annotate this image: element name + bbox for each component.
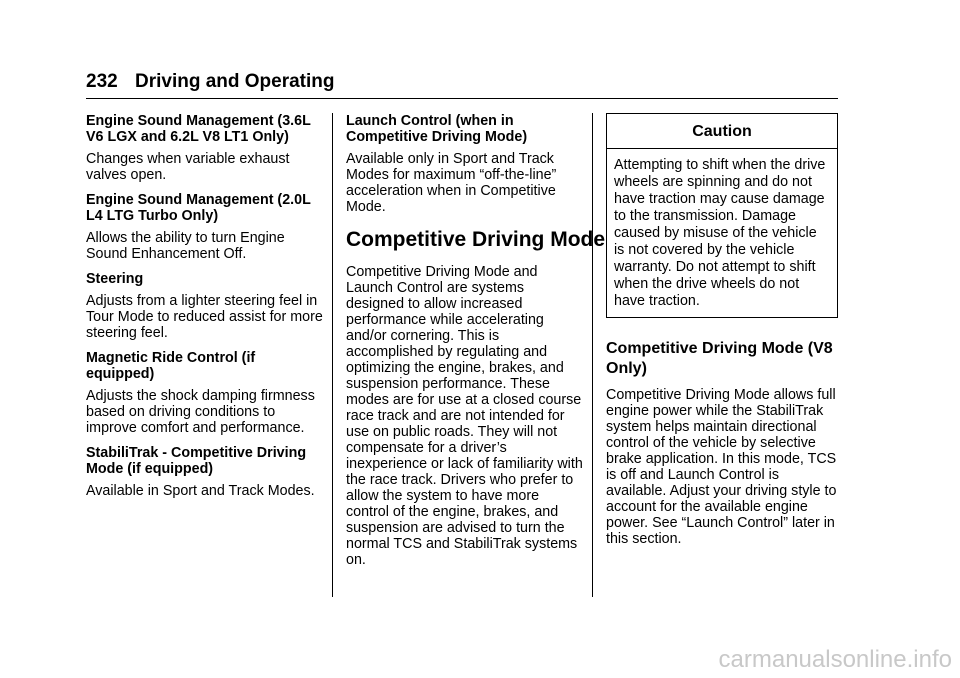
caution-box (606, 113, 838, 318)
paragraph-competitive-driving-mode: Competitive Driving Mode and Launch Control are systems designed to allow increased performance while accelerating and/or cornering. This is accomplished by regulating and optimizing the engine, brakes, and suspension performance. These modes are for use at a closed course race track and are not intended for use on public roads. They will not compensate for a driver’s inexperience or lack of familiarity with the race track. Drivers who prefer to allow the system to have more control of the engine, brakes, and suspension are advised to turn the normal TCS and StabiliTrak systems on. (346, 264, 583, 568)
header-divider (86, 98, 838, 99)
watermark: carmanualsonline.info (718, 646, 952, 673)
column-divider-2 (592, 113, 593, 597)
heading-competitive-driving-mode: Competitive Driving Mode (346, 228, 606, 251)
heading-competitive-driving-mode-v8: Competitive Driving Mode (V8 Only) (606, 340, 833, 377)
paragraph-competitive-driving-mode-v8: Competitive Driving Mode allows full engine power while the StabiliTrak system helps maintain directional control of the vehicle by selective brake application. In this mode, TCS is off and Launch Control is available. Adjust your driving style to account for the available engine power. See “Launch Control” later in this section. (606, 387, 837, 547)
paragraph-exhaust-valves: Changes when variable exhaust valves open. (86, 151, 290, 183)
paragraph-magnetic-ride: Adjusts the shock damping firmness based on driving conditions to improve comfort and performance. (86, 388, 315, 436)
caution-text: Attempting to shift when the drive wheels are spinning and do not have traction may cause damage to the transmission. Damage caused by misuse of the vehicle is not covered by the vehicle warranty. Do not attempt to shift when the drive wheels do not have traction. (614, 157, 826, 309)
column-3 (606, 113, 840, 556)
heading-magnetic-ride: Magnetic Ride Control (if equipped) (86, 350, 256, 382)
heading-engine-sound-l4: Engine Sound Management (2.0L L4 LTG Turbo Only) (86, 192, 311, 224)
column-1 (86, 113, 326, 508)
paragraph-stabilitrak: Available in Sport and Track Modes. (86, 483, 315, 499)
heading-launch-control: Launch Control (when in Competitive Driving Mode) (346, 113, 528, 145)
paragraph-sound-enhancement: Allows the ability to turn Engine Sound Enhancement Off. (86, 230, 285, 262)
column-divider-1 (332, 113, 333, 597)
page-header (86, 70, 335, 94)
section-title: Driving and Operating (134, 71, 335, 92)
column-2 (346, 113, 606, 577)
paragraph-steering: Adjusts from a lighter steering feel in Tour Mode to reduced assist for more steering feel. (86, 293, 323, 341)
heading-steering: Steering (86, 271, 144, 287)
heading-engine-sound-v6-v8: Engine Sound Management (3.6L V6 LGX and 6.2L V8 LT1 Only) (86, 113, 311, 145)
caution-title: Caution (607, 114, 837, 149)
page-number: 232 (86, 71, 118, 92)
heading-stabilitrak: StabiliTrak - Competitive Driving Mode (if equipped) (86, 445, 307, 477)
paragraph-launch-control: Available only in Sport and Track Modes for maximum “off-the-line” acceleration when in Competitive Mode. (346, 151, 557, 215)
